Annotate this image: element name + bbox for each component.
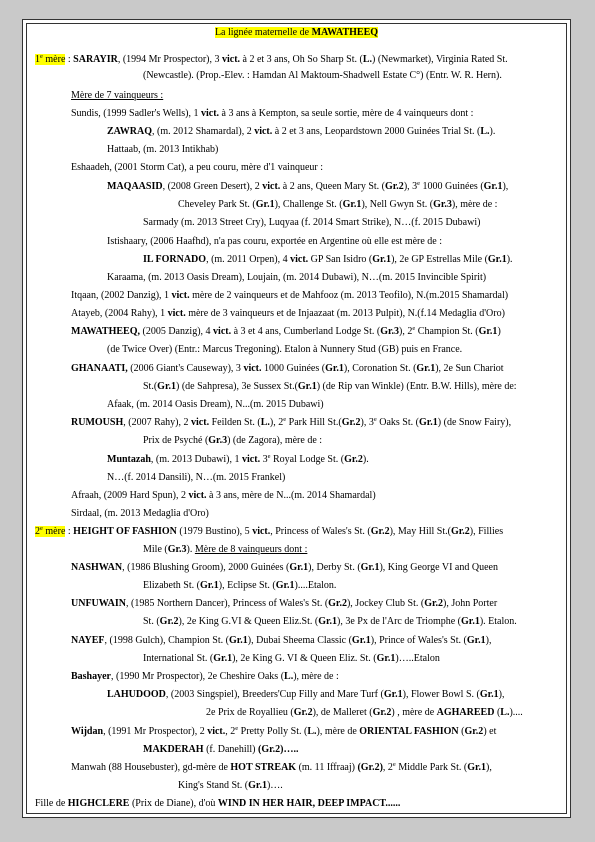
text: (1979 Bustino), 5 [176, 526, 253, 537]
grade: Gr.1 [213, 653, 233, 664]
text: Feilden St. ( [209, 417, 261, 428]
entry-line [107, 181, 508, 193]
label-text: mère [42, 54, 66, 65]
entry-line [107, 144, 218, 156]
text: ), Coronation St. ( [343, 363, 417, 374]
text: , (m. 2013 Dubawi), 1 [150, 454, 243, 465]
grade: Gr.1 [461, 616, 480, 627]
grade: (Gr.2) [357, 762, 383, 773]
entry-line [35, 798, 400, 810]
text: ). [506, 254, 513, 265]
separator: : [65, 54, 74, 65]
horse-name: UNFUWAIN [71, 598, 126, 609]
horse-name: AGHAREED [436, 707, 495, 718]
horse-name: MAWATHEEQ, [71, 326, 140, 337]
dam-2-line [35, 526, 503, 538]
grade: Gr.3 [167, 544, 187, 555]
grade: Gr.1 [487, 254, 507, 265]
grade: Gr.3 [380, 326, 400, 337]
text: ), mère de [316, 726, 360, 737]
text: ) , mère de [391, 707, 437, 718]
superscript: e [235, 725, 239, 732]
text: Royal Lodge St. ( [270, 454, 345, 465]
entry-line [143, 254, 513, 266]
entry-line [107, 272, 486, 284]
text: ), Nell Gwyn St. ( [361, 199, 434, 210]
entry-line [143, 580, 336, 592]
grade: Gr.2 [424, 598, 443, 609]
entry-line [71, 363, 504, 375]
text: , (m. 2011 Orpen), 4 [206, 254, 291, 265]
grade: Gr.1 [483, 181, 503, 192]
ordinal: 2 [35, 526, 40, 537]
text: , (1998 Gulch), Champion St. ( [104, 635, 229, 646]
text: (de Twice Over) (Entr.: Marcus Tregoning). Etalon à Nunnery Stud (GB) puis en France. [107, 344, 463, 355]
text: ), Eclipse St. ( [218, 580, 276, 591]
horse-name: Wijdan [71, 726, 104, 737]
document-page [22, 19, 571, 818]
text: )…..Etalon [395, 653, 440, 664]
vict: vict. [167, 308, 186, 319]
text: ), Fillies [469, 526, 504, 537]
dam-2-label [35, 526, 65, 537]
text: Cheveley Park St. ( [178, 199, 256, 210]
text: GP San Isidro ( [308, 254, 373, 265]
grade: Gr.1 [478, 326, 498, 337]
text: Prix de Psyché ( [143, 435, 209, 446]
text: ), May Hill St.( [389, 526, 451, 537]
superscript: e [373, 416, 377, 423]
text: St.( [143, 381, 158, 392]
vict: vict. [254, 126, 273, 137]
grade: Gr.2 [344, 454, 363, 465]
entry-line [178, 199, 497, 211]
grade: Gr.1 [255, 199, 275, 210]
superscript: e [40, 53, 43, 60]
text: mère de 3 vainqueurs et de Injaazaat (m. 2013 Pulpit), N.(f.14 Medaglia d'Oro) [185, 308, 505, 319]
title-text: La lignée maternelle de [214, 27, 312, 38]
horse-name: HIGHCLERE [67, 798, 130, 809]
vict: vict. [213, 326, 232, 337]
grade: Gr.1 [479, 689, 499, 700]
text: à 2 et 3 ans, Leopardstown 2000 Guinées Trial St. ( [272, 126, 481, 137]
entry-line [71, 726, 496, 738]
text: ), 2 [399, 326, 413, 337]
text: à 3 et 4 ans, Cumberland Lodge St. ( [231, 326, 381, 337]
entry-line [71, 635, 491, 647]
grade: Gr.1 [416, 363, 436, 374]
text: (f. Danehill) [203, 744, 258, 755]
text: ) (de Sahpresa), 3e Sussex St.( [175, 381, 298, 392]
text: 1000 Guinées ( [420, 181, 484, 192]
entry-line [206, 707, 523, 719]
text: Oaks St. ( [376, 417, 419, 428]
text: Sirdaal, (m. 2013 Medaglia d'Oro) [71, 508, 209, 519]
text: King's Stand St. ( [178, 780, 249, 791]
grade: Gr.1 [383, 689, 403, 700]
text: ), Derby St. ( [308, 562, 361, 573]
text: ), Dubai Sheema Classic ( [247, 635, 352, 646]
entry-line [71, 326, 501, 338]
text: ), 2e King G.VI & Queen Eliz.St. ( [178, 616, 319, 627]
grade: Gr.2 [328, 598, 347, 609]
text: ), 2e Sun Chariot [435, 363, 504, 374]
text: Middle Park St. ( [395, 762, 468, 773]
vict: vict. [200, 108, 220, 119]
text: Hattaab, (m. 2013 Intikhab) [107, 144, 219, 155]
entry-line [107, 126, 495, 138]
text: ), de Malleret ( [312, 707, 373, 718]
entry-line [71, 562, 498, 574]
dam-1-line [35, 54, 508, 66]
text: à 2 et 3 ans, Oh So Sharp St. ( [240, 54, 363, 65]
grade: Gr.1 [376, 653, 396, 664]
grade: Gr.2 [372, 707, 392, 718]
text: N…(f. 2014 Dansili), N…(m. 2015 Frankel) [107, 472, 286, 483]
text: ), 3 [403, 181, 418, 192]
superscript: e [412, 325, 416, 332]
text: ), [498, 689, 505, 700]
text: 1000 Guinées ( [261, 363, 326, 374]
entry-line [71, 417, 511, 429]
superscript: e [417, 180, 421, 187]
text: Istishaary, (2006 Haafhd), n'a pas couru, exportée en Argentine où elle est mère de : [107, 236, 443, 247]
text: à 2 ans, Queen Mary St. ( [280, 181, 385, 192]
text: (Newcastle). (Prop.-Elev. : Hamdan Al Maktoum-Shadwell Estate C°) (Entr. W. R. Hern). [143, 70, 502, 81]
text: ), mère de : [451, 199, 498, 210]
text: ) (de Snow Fairy), [437, 417, 512, 428]
entry-line [107, 399, 324, 411]
text: ) et [483, 726, 497, 737]
text: ), 2 [269, 417, 284, 428]
grade: Gr.1 [467, 762, 487, 773]
horse-name: GHANAATI, [71, 363, 128, 374]
text: ), Prince of Wales's St. ( [370, 635, 467, 646]
entry-line [71, 598, 497, 610]
text: Eshaadeh, (2001 Storm Cat), a peu couru, mère d'1 vainqueur : [71, 162, 324, 173]
text: , (1985 Northern Dancer), Princess of Wales's St. ( [126, 598, 329, 609]
text: International St. ( [143, 653, 214, 664]
text: Fille de [35, 798, 68, 809]
entry-line [143, 544, 307, 556]
entry-line [71, 508, 209, 520]
grade: Gr.1 [318, 616, 337, 627]
text: ), [502, 181, 509, 192]
text: , 2 [225, 726, 236, 737]
entry-line [143, 653, 440, 665]
entry-line [71, 671, 339, 683]
grade: L. [284, 671, 294, 682]
grade: Gr.1 [372, 254, 392, 265]
text: ), [486, 762, 492, 773]
text: Afaak, (m. 2014 Oasis Dream), N...(m. 2015 Dubawi) [107, 399, 324, 410]
separator: : [65, 526, 74, 537]
text: )…. [266, 780, 283, 791]
text: ), mère de : [293, 671, 339, 682]
text: Manwah (88 Housebuster), gd-mère de [71, 762, 231, 773]
text: Karaama, (m. 2013 Oasis Dream), Loujain, (m. 2014 Dubawi), N…(m. 2015 Invincible Spirit) [107, 272, 487, 283]
vict: vict. [262, 181, 281, 192]
dam-2-name: HEIGHT OF FASHION [73, 526, 177, 537]
text: à 3 ans, mère de N...(m. 2014 Shamardal) [206, 490, 376, 501]
entry-line [71, 108, 473, 120]
entry-line [107, 236, 442, 248]
text: ) (Newmarket), Virginia Rated St. [371, 54, 508, 65]
grade: Gr.1 [360, 562, 380, 573]
horse-name: NAYEF [71, 635, 105, 646]
text: , Princess of Wales's St. ( [270, 526, 371, 537]
text: ), 2e King G. VI & Queen Eliz. St. ( [232, 653, 377, 664]
title-highlight [215, 27, 378, 38]
grade: Gr.2 [370, 526, 390, 537]
text: ( [494, 707, 501, 718]
entry-line [71, 308, 505, 320]
dam-1-name: SARAYIR [73, 54, 118, 65]
horse-name: ZAWRAQ [107, 126, 153, 137]
title-horse-name: MAWATHEEQ [311, 27, 379, 38]
text-line [143, 70, 502, 82]
entry-line [107, 689, 505, 701]
text: ), 3e Px de l'Arc de Triomphe ( [337, 616, 462, 627]
grade: Gr.1 [418, 417, 438, 428]
vict: vict. [188, 490, 207, 501]
vict: vict. [221, 54, 241, 65]
text: 3 [260, 454, 268, 465]
text: mère de 2 vainqueurs et de Mahfooz (m. 2013 Teofilo), N.(m.2015 Shamardal) [189, 290, 509, 301]
grade: L. [260, 417, 270, 428]
text: , (2008 Green Desert), 2 [162, 181, 263, 192]
vict: vict. [191, 417, 210, 428]
text: , (1986 Blushing Groom), 2000 Guinées ( [122, 562, 290, 573]
text: , (2007 Rahy), 2 [123, 417, 192, 428]
text: ).... [509, 707, 523, 718]
horse-name: MAKDERAH [143, 744, 204, 755]
horse-name: NASHWAN [71, 562, 123, 573]
text: , 2 [382, 762, 393, 773]
text: ), Jockey Club St. ( [346, 598, 425, 609]
grade: L. [307, 726, 317, 737]
text: , (1994 Mr Prospector), 3 [117, 54, 222, 65]
label-text: mère [42, 526, 66, 537]
entry-line [71, 490, 376, 502]
entry-line [143, 217, 480, 229]
text: (Prix de Diane), d'où [129, 798, 218, 809]
text: ). [362, 454, 369, 465]
text: ) (de Rip van Winkle) (Entr. B.W. Hills), mère de: [316, 381, 517, 392]
entry-line [143, 616, 517, 628]
entry-line [107, 454, 369, 466]
text: Itqaan, (2002 Danzig), 1 [71, 290, 172, 301]
horse-name: Muntazah [107, 454, 151, 465]
text: Sarmady (m. 2013 Street Cry), Luqyaa (f. 2014 Smart Strike), N…(f. 2015 Dubawi) [143, 217, 481, 228]
text: (m. 11 Iffraaj) [296, 762, 358, 773]
text: ), Challenge St. ( [274, 199, 343, 210]
horse-name: Bashayer [71, 671, 111, 682]
text: , (1991 Mr Prospector), 2 [103, 726, 208, 737]
grade: Gr.1 [248, 780, 267, 791]
text: Park Hill St.( [286, 417, 342, 428]
text: (2006 Giant's Causeway), 3 [127, 363, 244, 374]
text: , (m. 2012 Shamardal), 2 [152, 126, 255, 137]
text: ) (de Zagora), mère de : [227, 435, 323, 446]
text: Atayeb, (2004 Rahy), 1 [71, 308, 168, 319]
section-heading [71, 90, 163, 102]
ordinal: 1 [35, 54, 40, 65]
text: Sundis, (1999 Sadler's Wells), 1 [71, 108, 201, 119]
grade: Gr.1 [351, 635, 371, 646]
page-title [23, 27, 570, 39]
entry-line [143, 381, 517, 393]
grade: L. [480, 126, 490, 137]
entry-line [178, 780, 283, 792]
text: Mile ( [143, 544, 168, 555]
text: Pretty Polly St. ( [238, 726, 308, 737]
grade: L. [500, 707, 510, 718]
superscript: e [283, 416, 287, 423]
text: ), King George VI and Queen [379, 562, 498, 573]
text: , (1990 Mr Prospector), 2e Cheshire Oaks ( [111, 671, 285, 682]
vict: vict. [243, 363, 262, 374]
horse-name: ORIENTAL FASHION [359, 726, 459, 737]
grade: Gr.1 [157, 381, 176, 392]
text: ). [186, 544, 195, 555]
grade: Gr.2 [341, 417, 361, 428]
text: ), John Porter [443, 598, 498, 609]
grade: Gr.2 [464, 726, 484, 737]
grade: Gr.2 [159, 616, 179, 627]
text: Elizabeth St. ( [143, 580, 200, 591]
grade: Gr.1 [466, 635, 486, 646]
superscript: e [40, 525, 43, 532]
grade: Gr.1 [199, 580, 219, 591]
section-heading: Mère de 8 vainqueurs dont : [194, 544, 308, 555]
text: ( [458, 726, 465, 737]
grade: L. [362, 54, 372, 65]
horse-name: LAHUDOOD [107, 689, 166, 700]
text: , (2003 Singspiel), Breeders'Cup Filly and Mare Turf ( [165, 689, 384, 700]
text: 2e Prix de Royallieu ( [206, 707, 294, 718]
horse-name: HOT STREAK [230, 762, 297, 773]
text: à 3 ans à Kempton, sa seule sortie, mère de 4 vainqueurs dont : [219, 108, 474, 119]
text: (2005 Danzig), 4 [140, 326, 214, 337]
entry-line [107, 344, 462, 356]
entry-line [71, 290, 508, 302]
superscript: e [392, 761, 396, 768]
heading-text: Mère de 7 vainqueurs : [71, 90, 164, 101]
superscript: e [267, 453, 271, 460]
grade: Gr.1 [342, 199, 362, 210]
grade: Gr.1 [289, 562, 309, 573]
grade: Gr.2 [450, 526, 470, 537]
grade: Gr.2 [385, 181, 404, 192]
horse-name: WIND IN HER HAIR, DEEP IMPACT...... [217, 798, 401, 809]
grade: Gr.1 [275, 580, 295, 591]
vict: vict. [207, 726, 226, 737]
grade: Gr.1 [297, 381, 317, 392]
vict: vict. [171, 290, 190, 301]
entry-line [143, 435, 322, 447]
text: ). [489, 126, 496, 137]
horse-name: RUMOUSH [71, 417, 124, 428]
text: ), [485, 635, 492, 646]
vict: vict. [290, 254, 309, 265]
entry-line [107, 472, 285, 484]
vict: vict. [242, 454, 261, 465]
dam-1-label [35, 54, 65, 65]
grade: Gr.1 [228, 635, 248, 646]
vict: vict. [252, 526, 271, 537]
text: Champion St. ( [415, 326, 479, 337]
text: Afraah, (2009 Hard Spun), 2 [71, 490, 189, 501]
text: St. ( [143, 616, 160, 627]
entry-line [71, 162, 323, 174]
horse-name: IL FORNADO [143, 254, 207, 265]
text: ) [497, 326, 501, 337]
entry-line [143, 744, 298, 756]
text: ), 3 [360, 417, 374, 428]
grade: Gr.3 [208, 435, 228, 446]
grade: Gr.1 [325, 363, 344, 374]
grade: (Gr.2)….. [258, 744, 299, 755]
text: ), Flower Bowl S. ( [402, 689, 480, 700]
text: )....Etalon. [294, 580, 337, 591]
text: ). Etalon. [479, 616, 517, 627]
entry-line [71, 762, 492, 774]
horse-name: MAQAASID [107, 181, 163, 192]
grade: Gr.3 [433, 199, 452, 210]
grade: Gr.2 [293, 707, 313, 718]
text: ), 2e GP Estrellas Mile ( [391, 254, 488, 265]
